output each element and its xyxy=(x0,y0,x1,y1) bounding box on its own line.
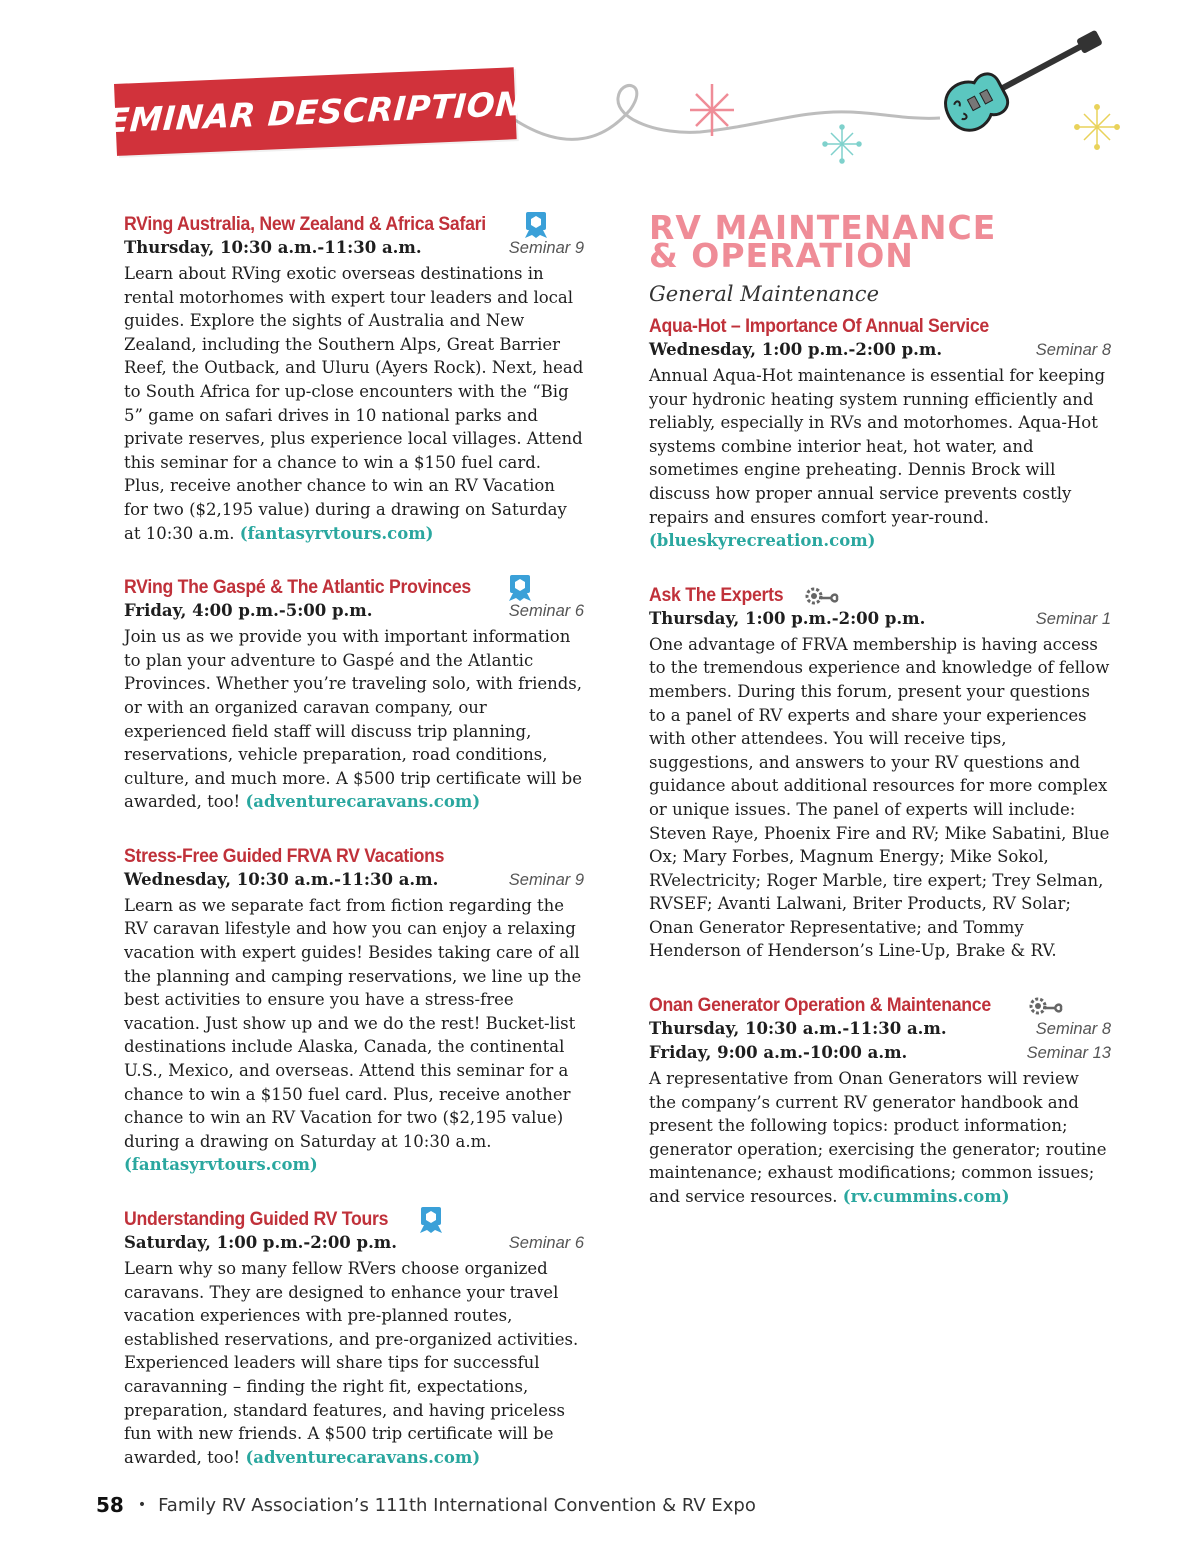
seminar-room: Seminar 8 xyxy=(1035,1020,1111,1039)
map-marker-box-icon xyxy=(418,1206,444,1234)
seminar-title: RVing The Gaspé & The Atlantic Provinces xyxy=(124,577,471,599)
seminar-rving-australia xyxy=(124,212,584,545)
seminar-title: Understanding Guided RV Tours xyxy=(124,1209,389,1230)
section-title: RV MAINTENANCE & OPERATION xyxy=(649,208,997,275)
page-footer xyxy=(96,1493,756,1517)
swoosh-line xyxy=(512,86,940,140)
seminar-description: One advantage of FRVA membership is having access to the tremendous experience and knowledge of fellow members. During this forum, present your questions to a panel of RV experts and share your experiences with other attendees. You will receive tips, suggestions, and answers to your RV questions and guidance about additional resources for more complex or unique issues. The panel of experts will include: Steven Raye, Phoenix Fire and RV; Mike Sabatini, Blue Ox; Mary Forbes, Magnum Energy; Mike Sokol, RVelectricity; Roger Marble, tire expert; Trey Selman, RVSEF; Avanti Lalwani, Briter Products, RV Solar; Onan Generator Representative; and Tommy Henderson of Henderson’s Line-Up, Brake & RV. xyxy=(649,634,1110,961)
seminar-room: Seminar 9 xyxy=(508,870,584,889)
seminar-title: Aqua-Hot – Importance Of Annual Service xyxy=(649,316,989,337)
subsection-title: General Maintenance xyxy=(649,282,879,306)
seminar-understanding-guided xyxy=(124,1207,584,1469)
seminar-time: Friday, 9:00 a.m.-10:00 a.m. xyxy=(649,1043,908,1063)
seminar-description: A representative from Onan Generators will review the company’s current RV generator handbook and present the following topics: product information; generator operation; exercising the generator; routine maintenance; exhaust modifications; common issues; and service resources. (rv.cummins.com) xyxy=(649,1069,1107,1207)
seminar-room: Seminar 6 xyxy=(508,1234,584,1252)
seminar-onan-generator xyxy=(649,993,1111,1209)
banner-title: SEMINAR DESCRIPTIONS xyxy=(81,82,550,141)
seminar-room: Seminar 8 xyxy=(1035,341,1111,359)
seminar-link[interactable]: (rv.cummins.com) xyxy=(842,1187,1010,1207)
seminar-title: Ask The Experts xyxy=(649,584,784,606)
seminar-time: Thursday, 10:30 a.m.-11:30 a.m. xyxy=(649,1019,947,1039)
seminar-description: Learn about RVing exotic overseas destinations in rental motorhomes with expert tour leaders and local guides. Explore the sights of Australia and New Zealand, including the Southern Alps, Great Barrier Reef, the Outback, and Uluru (Ayers Rock). Next, head to South Africa for up-close encounters with the “Big 5” game on safari drives in 10 national parks and private reserves, plus experience local villages. Attend this seminar for a chance to win a $150 fuel card. Plus, receive another chance to win an RV Vacation for two ($2,195 value) during a drawing on Saturday at 10:30 a.m. (fantasyrvtours.com) xyxy=(124,264,584,543)
seminar-link[interactable]: (adventurecaravans.com) xyxy=(245,1447,481,1467)
seminar-description: Annual Aqua-Hot maintenance is essential for keeping your hydronic heating system running efficiently and reliably, especially in RVs and motorhomes. Aqua-Hot systems combine interior heat, hot water, and sometimes engine preheating. Dennis Brock will discuss how proper annual service prevents costly repairs and ensures comfort year-round. (blueskyrecreation.com) xyxy=(649,366,1106,551)
page-number: 58 xyxy=(96,1493,124,1517)
seminar-time: Saturday, 1:00 p.m.-2:00 p.m. xyxy=(124,1233,398,1252)
map-marker-box-icon xyxy=(523,211,549,239)
seminar-link[interactable]: (blueskyrecreation.com) xyxy=(649,531,876,551)
seminar-time: Thursday, 1:00 p.m.-2:00 p.m. xyxy=(649,608,926,628)
small-starburst-icon xyxy=(823,125,861,163)
seminar-description: Learn as we separate fact from fiction regarding the RV caravan lifestyle and how you can enjoy a relaxing vacation with expert guides! Besides taking care of all the planning and camping reservations, we line up the best activities to ensure you have a stress-free vacation. Just show up and we do the rest! Bucket-list destinations include Alaska, Canada, the continental U.S., Mexico, and overseas. Attend this seminar for a chance to win a $150 fuel card. Plus, receive another chance to win an RV Vacation for two ($2,195 value) during a drawing on Saturday at 10:30 a.m. (fantasyrvtours.com) xyxy=(124,895,582,1175)
seminar-rving-gaspe xyxy=(124,575,584,814)
footer-bullet: • xyxy=(137,1497,147,1513)
seminar-description: Join us as we provide you with important information to plan your adventure to Gaspé and the Atlantic Provinces. Whether you’re traveling solo, with friends, or with an organized caravan company, our experienced field staff will discuss trip planning, reservations, vehicle preparation, road conditions, culture, and much more. A $500 trip certificate will be awarded, too! (adventurecaravans.com) xyxy=(124,627,583,812)
footer-text: Family RV Association’s 111th International Convention & RV Expo xyxy=(158,1494,756,1516)
seminar-title: RVing Australia, New Zealand & Africa Safari xyxy=(124,214,486,235)
seminar-time: Wednesday, 10:30 a.m.-11:30 a.m. xyxy=(124,869,439,889)
seminar-title: Onan Generator Operation & Maintenance xyxy=(649,995,991,1017)
seminar-title: Stress-Free Guided FRVA RV Vacations xyxy=(124,845,445,867)
seminar-room: Seminar 9 xyxy=(508,239,584,257)
seminar-aqua-hot xyxy=(649,314,1111,553)
electric-guitar-icon xyxy=(938,15,1111,138)
right-column xyxy=(649,208,1111,1239)
left-column xyxy=(124,212,584,1499)
map-marker-box-icon xyxy=(507,574,533,602)
gear-wrench-icon xyxy=(1027,994,1063,1018)
seminar-stress-free xyxy=(124,844,584,1177)
seminar-description: Learn why so many fellow RVers choose organized caravans. They are designed to enhance your travel vacation experiences with pre-planned routes, established reservations, and pre-organized activities. Experienced leaders will share tips for successful caravanning – finding the right fit, expectations, preparation, standard features, and having priceless fun with new friends. A $500 trip certificate will be awarded, too! (adventurecaravans.com) xyxy=(124,1259,579,1467)
seminar-link[interactable]: (fantasyrvtours.com) xyxy=(124,1155,318,1175)
seminar-time: Wednesday, 1:00 p.m.-2:00 p.m. xyxy=(649,340,943,359)
seminar-room: Seminar 13 xyxy=(1026,1044,1111,1063)
seminar-link[interactable]: (fantasyrvtours.com) xyxy=(239,523,434,543)
seminar-time: Friday, 4:00 p.m.-5:00 p.m. xyxy=(124,601,373,621)
seminar-room: Seminar 1 xyxy=(1035,609,1111,628)
gear-wrench-icon xyxy=(803,584,839,608)
seminar-link[interactable]: (adventurecaravans.com) xyxy=(245,792,481,812)
seminar-time: Thursday, 10:30 a.m.-11:30 a.m. xyxy=(124,238,422,257)
yellow-starburst-icon xyxy=(1075,105,1119,149)
seminar-ask-experts xyxy=(649,583,1111,963)
seminar-room: Seminar 6 xyxy=(508,602,584,621)
